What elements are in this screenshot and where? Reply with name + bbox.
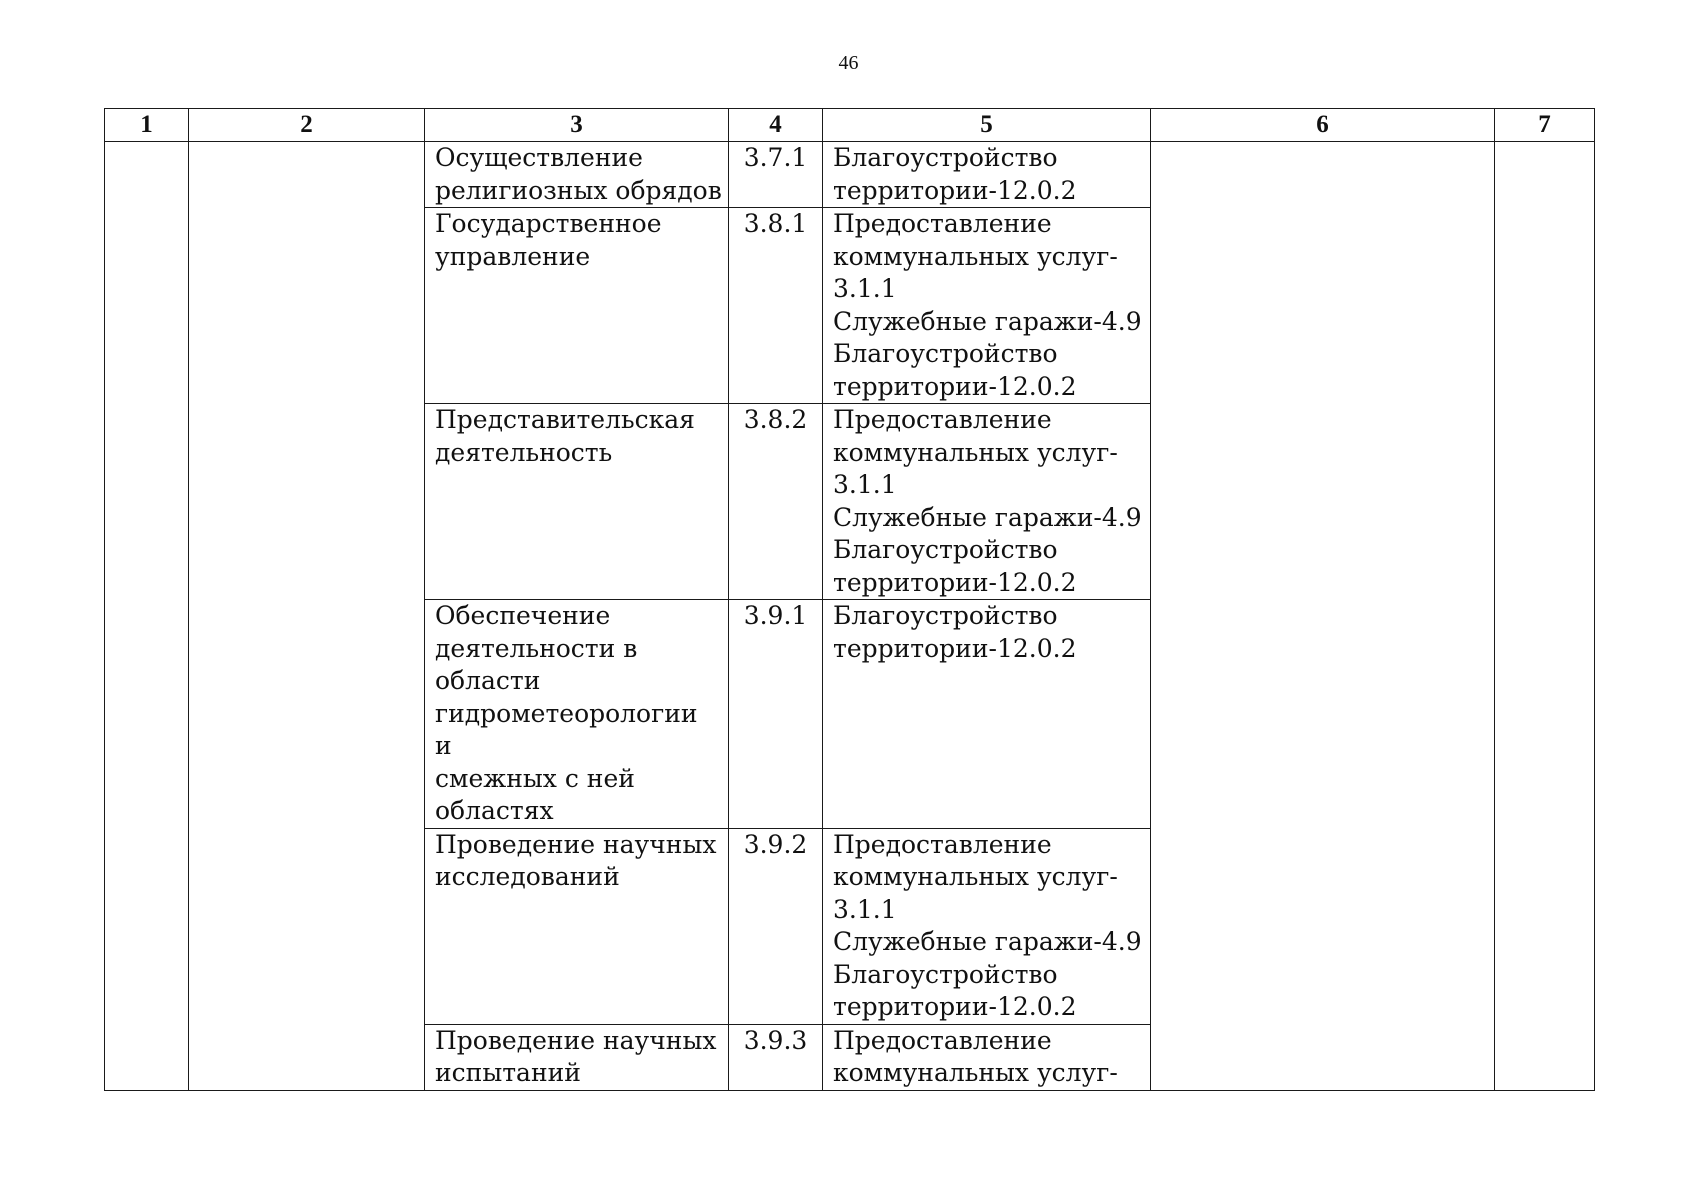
auxiliary-uses: Предоставление коммунальных услуг- 3.1.1 Служебные гаражи-4.9 Благоустройство территории-12.0.2 (833, 829, 1142, 1021)
use-code-cell (729, 828, 823, 1024)
use-name-cell (425, 1024, 729, 1090)
column-header-3: 3 (425, 109, 729, 142)
use-name-cell (425, 208, 729, 404)
auxiliary-uses-cell (823, 142, 1151, 208)
use-code: 3.8.2 (743, 405, 808, 434)
auxiliary-uses-cell (823, 1024, 1151, 1090)
column-header-6: 6 (1151, 109, 1495, 142)
column-header-4: 4 (729, 109, 823, 142)
column-7-cell (1495, 142, 1595, 1091)
header-row (105, 109, 1595, 142)
use-name: Государственное управление (435, 209, 662, 271)
auxiliary-uses: Благоустройство территории-12.0.2 (833, 143, 1077, 205)
use-code-cell (729, 600, 823, 829)
use-name-cell (425, 404, 729, 600)
use-name-cell (425, 142, 729, 208)
auxiliary-uses-cell (823, 828, 1151, 1024)
use-name: Обеспечение деятельности в области гидрометеорологии и смежных с ней областях (435, 601, 698, 825)
use-code: 3.9.1 (743, 601, 808, 630)
auxiliary-uses: Предоставление коммунальных услуг- 3.1.1 Служебные гаражи-4.9 Благоустройство территории-12.0.2 (833, 405, 1142, 597)
use-code-cell (729, 404, 823, 600)
column-header-5: 5 (823, 109, 1151, 142)
table-row (105, 142, 1595, 208)
use-code: 3.9.3 (743, 1025, 808, 1055)
column-6-cell (1151, 142, 1495, 1091)
column-header-1: 1 (105, 109, 189, 142)
page-number: 46 (838, 52, 859, 74)
use-name: Проведение научных исследований (435, 829, 717, 891)
auxiliary-uses: Предоставление коммунальных услуг- (833, 1025, 1118, 1087)
column-1-cell (105, 142, 189, 1091)
use-name-cell (425, 828, 729, 1024)
use-name: Представительская деятельность (435, 405, 695, 467)
auxiliary-uses: Благоустройство территории-12.0.2 (833, 601, 1077, 663)
column-header-2: 2 (189, 109, 425, 142)
use-code-cell (729, 142, 823, 208)
use-name: Осуществление религиозных обрядов (435, 143, 722, 205)
use-name: Проведение научных испытаний (435, 1025, 717, 1087)
land-use-table (104, 108, 1595, 1091)
auxiliary-uses-cell (823, 208, 1151, 404)
use-code-cell (729, 208, 823, 404)
use-name-cell (425, 600, 729, 829)
auxiliary-uses-cell (823, 404, 1151, 600)
column-header-7: 7 (1495, 109, 1595, 142)
auxiliary-uses: Предоставление коммунальных услуг- 3.1.1 Служебные гаражи-4.9 Благоустройство территории-12.0.2 (833, 209, 1142, 401)
auxiliary-uses-cell (823, 600, 1151, 829)
column-2-cell (189, 142, 425, 1091)
use-code: 3.9.2 (743, 829, 808, 859)
use-code: 3.8.1 (743, 209, 808, 238)
use-code-cell (729, 1024, 823, 1090)
use-code: 3.7.1 (743, 143, 808, 172)
